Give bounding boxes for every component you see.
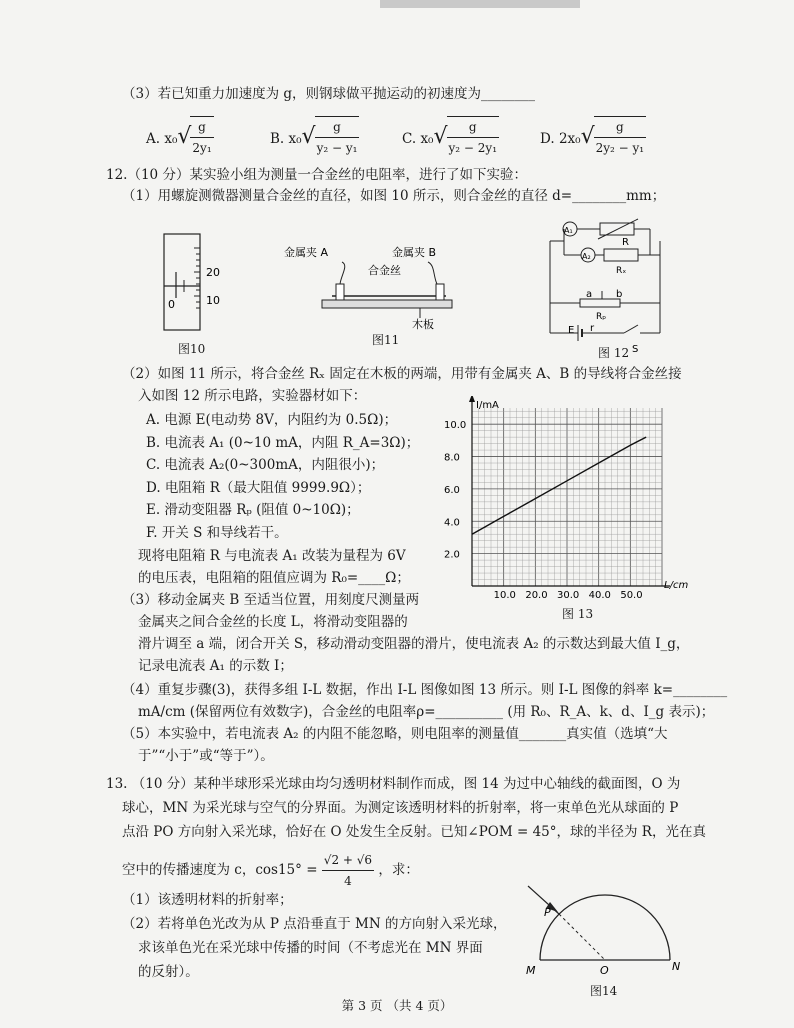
fig10-label-10: 10 [206, 294, 220, 307]
y-tick-label: 6.0 [444, 484, 460, 496]
sqrt-symbol: √ $\frac{g}{\text{y₂ − 2y₁}}$ [433, 116, 499, 158]
sqrt-symbol: √ $\frac{g}{\text{2y₂ − y₁}}$ [581, 116, 647, 158]
y-tick-label: 8.0 [444, 452, 460, 464]
q12-part1: （1）用螺旋测微器测量合金丝的直径，如图 10 所示，则合金丝的直径 d=________mm； [122, 188, 666, 204]
figure-11-board [280, 240, 480, 340]
series-line [472, 437, 646, 534]
figure-10-micrometer [150, 228, 240, 358]
q13-line4-pre: 空中的传播速度为 c，cos15° = [122, 862, 318, 878]
q12-part3-line1: （3）移动金属夹 B 至适当位置，用刻度尺测量两 [122, 592, 420, 608]
equipment-item: F. 开关 S 和导线若干。 [146, 524, 288, 541]
fig12-a: a [586, 289, 593, 300]
y-tick-label: 4.0 [444, 517, 460, 529]
fig11-caption: 图11 [372, 333, 400, 347]
q12-part4-line2: mA/cm (保留两位有效数字)，合金丝的电阻率ρ=__________ (用 R₀、R_A、k、d、I_g 表示)； [138, 704, 715, 720]
fig12-e: E [568, 325, 575, 336]
fig11-wire-label: 合金丝 [368, 264, 401, 277]
q11-option-c [402, 116, 499, 158]
fig11-clip-b: 金属夹 B [392, 246, 437, 259]
fig12-r: R [622, 237, 629, 248]
q12-part2-line2: 入如图 12 所示电路，实验器材如下： [138, 388, 367, 404]
y-tick-label: 10.0 [444, 420, 467, 432]
option-coef: x₀ [288, 131, 302, 147]
cos15-denominator: 4 [344, 874, 352, 888]
fig13-caption: 图 13 [562, 607, 594, 621]
x-tick-label: 20.0 [525, 590, 548, 601]
sqrt-symbol: √ $\frac{g}{\text{2y₁}}$ [177, 116, 213, 158]
fig12-s: S [632, 344, 639, 355]
q13-sub1: （1）该透明材料的折射率； [122, 892, 293, 908]
q11-part3: （3）若已知重力加速度为 g，则钢球做平抛运动的初速度为________ [122, 86, 536, 102]
equipment-item: D. 电阻箱 R（最大阻值 9999.9Ω）； [146, 479, 371, 496]
q12-part3-line2: 金属夹之间合金丝的长度 L，将滑动变阻器的 [138, 614, 408, 630]
q13-sub2-line2: 求该单色光在采光球中传播的时间（不考虑光在 MN 界面 [138, 940, 483, 956]
fig12-a1: A₁ [564, 226, 573, 235]
cos15-numerator: √2 + √6 [322, 850, 374, 871]
q13-line4 [122, 850, 419, 891]
option-numerator: g [315, 117, 360, 138]
option-label: C. [402, 131, 417, 147]
cos15-fraction [322, 850, 374, 891]
equipment-item: E. 滑动变阻器 Rₚ (阻值 0~10Ω)； [146, 502, 360, 518]
fig12-rp: Rₚ [596, 312, 607, 322]
fig14-m: M [526, 964, 536, 977]
option-label: B. [270, 131, 285, 147]
option-denominator: 2y₂ − y₁ [595, 141, 645, 155]
fig12-rr: r [590, 323, 595, 334]
y-tick-label: 2.0 [444, 549, 460, 561]
q12-conv-line2: 的电压表，电阻箱的阻值应调为 R₀=____Ω； [138, 570, 410, 586]
q13-sub2-line3: 的反射）。 [138, 964, 199, 980]
page-footer: 第 3 页 （共 4 页） [341, 998, 453, 1013]
sqrt-symbol: √ $\frac{g}{\text{y₂ − y₁}}$ [302, 116, 360, 158]
q12-part4-line1: （4）重复步骤(3)，获得多组 I-L 数据，作出 I-L 图像如图 13 所示。则 I-L 图像的斜率 k=________ [122, 682, 728, 698]
q11-option-a [146, 116, 214, 158]
fig10-caption: 图10 [178, 342, 206, 356]
option-coef: x₀ [164, 131, 178, 147]
fig12-caption: 图 12 [598, 346, 630, 360]
fig14-p: P [544, 906, 551, 919]
q11-option-b [270, 116, 359, 158]
q12-conv-line1: 现将电阻箱 R 与电流表 A₁ 改装为量程为 6V [138, 548, 406, 564]
y-axis-arrow [469, 396, 475, 402]
equipment-item: C. 电流表 A₂(0~300mA，内阻很小)； [146, 457, 385, 473]
q11-option-d [540, 116, 646, 158]
fig14-caption: 图14 [590, 984, 618, 998]
fig12-b: b [616, 289, 623, 300]
option-coef: 2x₀ [558, 131, 581, 147]
x-tick-label: 50.0 [620, 590, 643, 601]
figure-14-hemisphere [520, 880, 690, 980]
q12-part5-line1: （5）本实验中，若电流表 A₂ 的内阻不能忽略，则电阻率的测量值_______真实值（选填“大 [122, 726, 668, 742]
x-axis-label: L/cm [664, 580, 689, 591]
q13-sub2-line1: （2）若将单色光改为从 P 点沿垂直于 MN 的方向射入采光球， [122, 916, 507, 932]
figure-12-circuit [540, 215, 670, 355]
q13-line2: 球心，MN 为采光球与空气的分界面。为测定该透明材料的折射率，将一束单色光从球面的 P [122, 800, 679, 816]
equipment-item: B. 电流表 A₁ (0~10 mA，内阻 R_A=3Ω)； [146, 434, 420, 451]
fig14-n: N [672, 960, 681, 973]
q12-part5-line2: 于”“小于”或“等于”）。 [138, 748, 274, 764]
fig10-label-20: 20 [206, 266, 220, 279]
q13-line1: 13. （10 分）某种半球形采光球由均匀透明材料制作而成，图 14 为过中心轴线的截面图，O 为 [106, 776, 681, 792]
q12-part3-line3: 滑片调至 a 端，闭合开关 S，移动滑动变阻器的滑片，使电流表 A₂ 的示数达到最大值 I_g， [138, 636, 690, 652]
x-tick-label: 30.0 [557, 590, 580, 601]
equipment-item: A. 电源 E(电动势 8V，内阻约为 0.5Ω)； [146, 412, 398, 428]
q13-line3: 点沿 PO 方向射入采光球，恰好在 O 处发生全反射。已知∠POM = 45°，球的半径为 R，光在真 [122, 824, 706, 840]
option-denominator: 2y₁ [192, 141, 212, 155]
option-numerator: g [594, 117, 647, 138]
fig11-board-label: 木板 [412, 318, 434, 331]
fig11-clip-a: 金属夹 A [284, 246, 329, 259]
q12-part3-line4: 记录电流表 A₁ 的示数 I； [138, 658, 293, 674]
option-coef: x₀ [420, 131, 434, 147]
option-denominator: y₂ − 2y₁ [448, 141, 497, 155]
q12-header: 12.（10 分）某实验小组为测量一合金丝的电阻率，进行了如下实验： [106, 167, 527, 183]
q12-part2-line1: （2）如图 11 所示，将合金丝 Rₓ 固定在木板的两端，用带有金属夹 A、B 的导线将合金丝接 [122, 366, 682, 382]
option-label: D. [540, 131, 555, 147]
fig10-label-0: 0 [168, 298, 175, 311]
option-denominator: y₂ − y₁ [316, 141, 358, 155]
figure-13-chart [440, 396, 690, 606]
option-numerator: g [190, 117, 213, 138]
fig12-rx: Rₓ [616, 266, 627, 276]
option-numerator: g [447, 117, 500, 138]
fig12-a2: A₂ [582, 252, 591, 261]
option-label: A. [146, 131, 161, 147]
q13-line4-post: ，求： [378, 862, 419, 878]
x-tick-label: 40.0 [588, 590, 611, 601]
scan-top-strip [380, 0, 580, 8]
y-axis-label: I/mA [476, 400, 499, 411]
x-tick-label: 10.0 [493, 590, 516, 601]
fig14-o: O [600, 964, 609, 977]
